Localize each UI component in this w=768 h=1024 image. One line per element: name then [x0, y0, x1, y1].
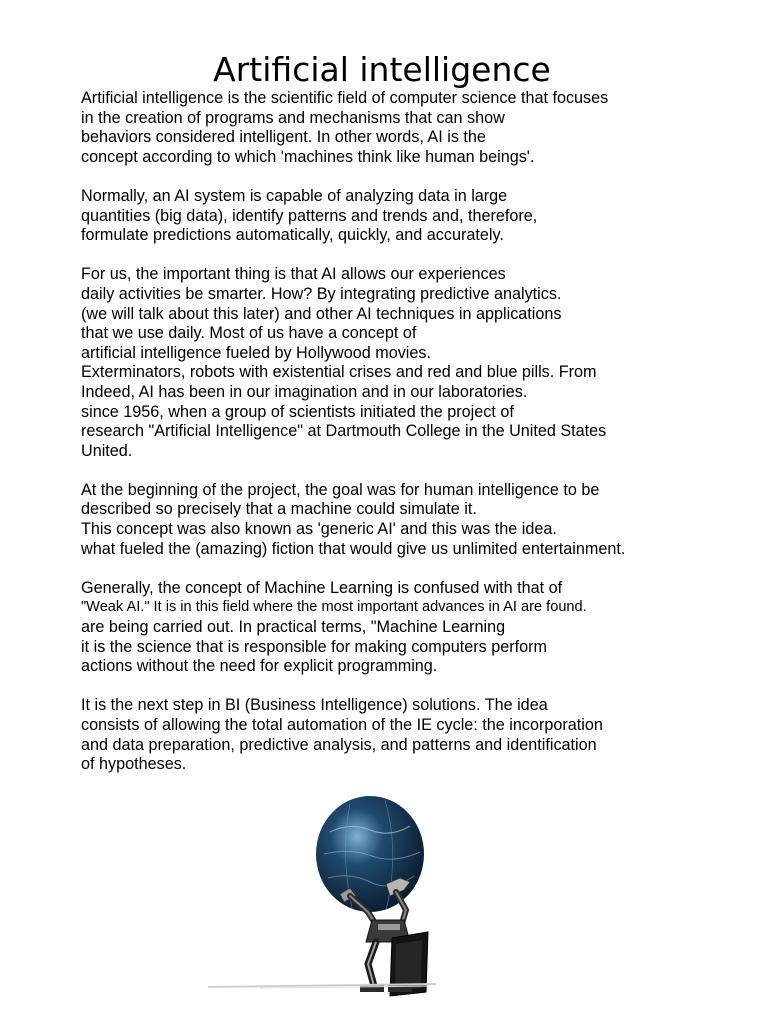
text-line: behaviors considered intelligent. In other words, AI is the [81, 128, 486, 147]
text-line: research "Artificial Intelligence" at Dartmouth College in the United States [81, 422, 607, 441]
text-line: "Weak AI." It is in this field where the most important advances in AI are found. [81, 599, 587, 616]
text-line: United. [81, 441, 133, 460]
text-line: This concept was also known as 'generic AI' and this was the idea. [81, 520, 557, 539]
text-line: concept according to which 'machines think like human beings'. [81, 147, 535, 166]
text-line: that we use daily. Most of us have a concept of [81, 324, 417, 343]
robot-globe-illustration [200, 792, 440, 1002]
text-line: (we will talk about this later) and other AI techniques in applications [81, 304, 562, 323]
text-line: It is the next step in BI (Business Intelligence) solutions. The idea [81, 696, 548, 715]
text-line: it is the science that is responsible for making computers perform [81, 637, 548, 656]
document-title: Artificial intelligence [213, 50, 551, 89]
paragraph-4 [81, 481, 761, 559]
text-line: At the beginning of the project, the goal was for human intelligence to be [81, 480, 600, 499]
text-line: Artificial intelligence is the scientific field of computer science that focuses [81, 89, 609, 107]
paragraph-6 [81, 696, 761, 774]
text-line: Normally, an AI system is capable of analyzing data in large [81, 186, 508, 205]
text-line: Generally, the concept of Machine Learning is confused with that of [81, 578, 563, 597]
text-line: in the creation of programs and mechanisms that can show [81, 108, 505, 127]
text-line: daily activities be smarter. How? By integrating predictive analytics. [81, 284, 562, 303]
text-line: consists of allowing the total automation of the IE cycle: the incorporation [81, 716, 603, 734]
text-line: artificial intelligence fueled by Hollywood movies. [81, 343, 431, 362]
paragraph-2 [81, 187, 761, 246]
text-line: quantities (big data), identify patterns and trends and, therefore, [81, 206, 538, 225]
text-line: and data preparation, predictive analysis, and patterns and identification [81, 735, 597, 754]
text-line: described so precisely that a machine could simulate it. [81, 500, 477, 519]
text-line: actions without the need for explicit programming. [81, 657, 438, 676]
paragraph-3 [81, 265, 761, 461]
text-line: Indeed, AI has been in our imagination and in our laboratories. [81, 382, 528, 401]
text-line: since 1956, when a group of scientists initiated the project of [81, 402, 514, 421]
text-line: are being carried out. In practical terms, "Machine Learning [81, 618, 506, 637]
text-line: what fueled the (amazing) fiction that would give us unlimited entertainment. [81, 539, 626, 558]
text-line: Exterminators, robots with existential crises and red and blue pills. From [81, 363, 597, 382]
text-line: For us, the important thing is that AI allows our experiences [81, 265, 506, 284]
text-line: of hypotheses. [81, 755, 187, 774]
text-line: formulate predictions automatically, quickly, and accurately. [81, 226, 504, 245]
robot-globe-graphic [200, 792, 440, 1002]
paragraph-5 [81, 579, 761, 677]
paragraph-1 [81, 89, 761, 167]
globe-shape [316, 796, 424, 912]
document-body [81, 89, 761, 794]
